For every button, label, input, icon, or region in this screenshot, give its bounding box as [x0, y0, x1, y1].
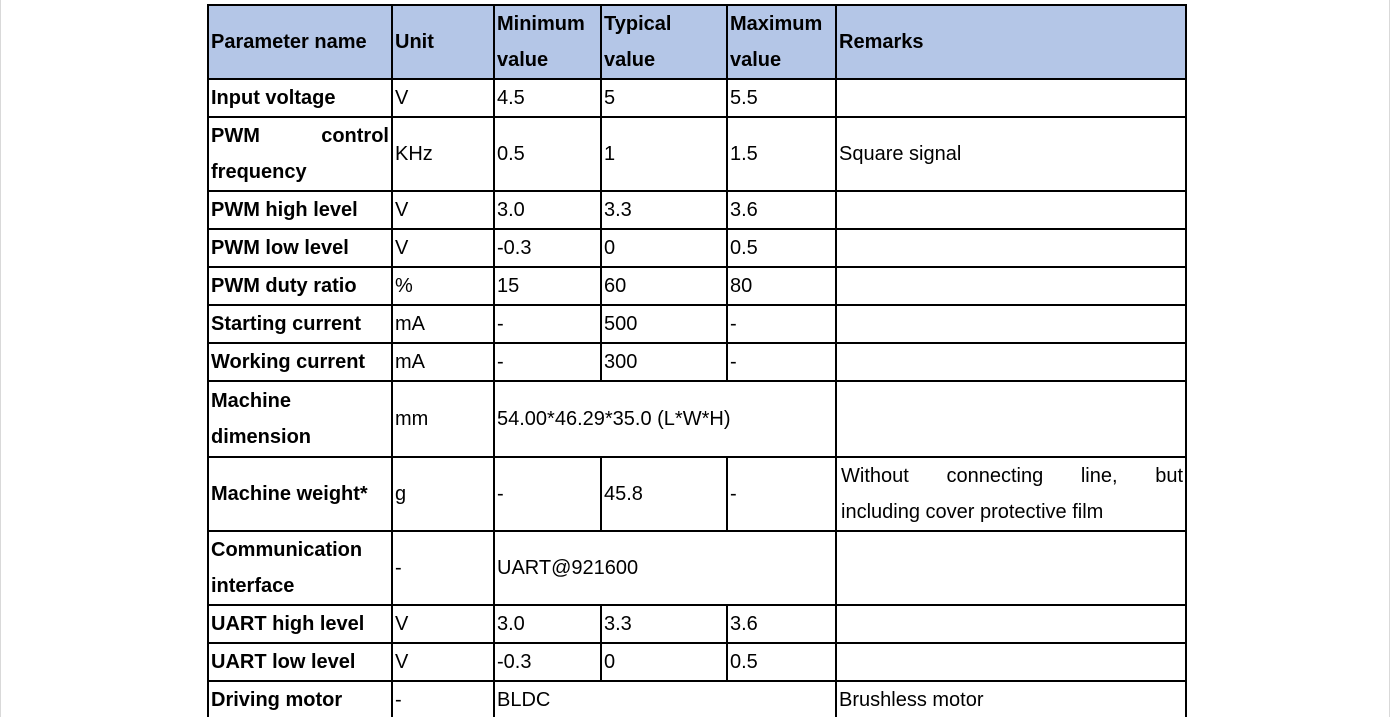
unit-cell: mA — [392, 343, 494, 381]
remarks-cell: Square signal — [836, 117, 1186, 191]
parameter-name-cell: UART low level — [208, 643, 392, 681]
minimum-cell: -0.3 — [494, 643, 601, 681]
unit-cell: V — [392, 643, 494, 681]
table-row-driving-motor — [208, 681, 1186, 717]
remarks-line-2: including cover protective film — [841, 501, 1104, 523]
typical-cell: 0 — [601, 229, 727, 267]
maximum-cell: 0.5 — [727, 643, 836, 681]
unit-cell: V — [392, 229, 494, 267]
typical-cell: 3.3 — [601, 191, 727, 229]
table-row-input-voltage — [208, 79, 1186, 117]
maximum-cell: 80 — [727, 267, 836, 305]
table-row-machine-weight — [208, 457, 1186, 531]
unit-cell: - — [392, 681, 494, 717]
maximum-cell: 0.5 — [727, 229, 836, 267]
unit-cell: mm — [392, 381, 494, 457]
parameter-name-cell: Working current — [208, 343, 392, 381]
remarks-cell — [836, 305, 1186, 343]
remarks-cell: Brushless motor — [836, 681, 1186, 717]
table-row-machine-dimension — [208, 381, 1186, 457]
maximum-cell: - — [727, 343, 836, 381]
unit-cell: KHz — [392, 117, 494, 191]
maximum-cell: 1.5 — [727, 117, 836, 191]
minimum-cell: 3.0 — [494, 191, 601, 229]
value-cell-merged: UART@921600 — [494, 531, 836, 605]
table-header-row — [208, 5, 1186, 79]
minimum-cell: - — [494, 305, 601, 343]
unit-cell: g — [392, 457, 494, 531]
header-remarks: Remarks — [836, 5, 1186, 79]
parameter-table — [207, 4, 1187, 717]
remarks-cell — [836, 191, 1186, 229]
remarks-cell — [836, 381, 1186, 457]
table-row-starting-current — [208, 305, 1186, 343]
remarks-cell — [836, 343, 1186, 381]
maximum-cell: 3.6 — [727, 191, 836, 229]
parameter-name-cell: PWM high level — [208, 191, 392, 229]
unit-cell: - — [392, 531, 494, 605]
parameter-name-line-1: PWM control — [211, 125, 389, 147]
header-maximum-value: Maximum value — [727, 5, 836, 79]
remarks-cell — [836, 229, 1186, 267]
typical-cell: 0 — [601, 643, 727, 681]
remarks-cell — [836, 531, 1186, 605]
minimum-cell: - — [494, 457, 601, 531]
value-cell-merged: 54.00*46.29*35.0 (L*W*H) — [494, 381, 836, 457]
typical-cell: 1 — [601, 117, 727, 191]
remarks-cell — [836, 79, 1186, 117]
table-row-uart-high-level — [208, 605, 1186, 643]
parameter-name-cell: Driving motor — [208, 681, 392, 717]
header-minimum-value: Minimum value — [494, 5, 601, 79]
table-row-pwm-duty-ratio — [208, 267, 1186, 305]
maximum-cell: - — [727, 305, 836, 343]
minimum-cell: - — [494, 343, 601, 381]
typical-cell: 500 — [601, 305, 727, 343]
header-typical-value: Typical value — [601, 5, 727, 79]
typical-cell: 300 — [601, 343, 727, 381]
parameter-name-cell: Input voltage — [208, 79, 392, 117]
typical-cell: 45.8 — [601, 457, 727, 531]
parameter-name-cell: Machine weight* — [208, 457, 392, 531]
parameter-name-cell: PWM duty ratio — [208, 267, 392, 305]
parameter-name-cell: Communication interface — [208, 531, 392, 605]
typical-cell: 3.3 — [601, 605, 727, 643]
parameter-name-line-2: frequency — [211, 161, 307, 183]
unit-cell: mA — [392, 305, 494, 343]
table-row-working-current — [208, 343, 1186, 381]
remarks-cell — [836, 605, 1186, 643]
minimum-cell: -0.3 — [494, 229, 601, 267]
table-row-uart-low-level — [208, 643, 1186, 681]
unit-cell: V — [392, 191, 494, 229]
value-cell-merged: BLDC — [494, 681, 836, 717]
header-unit: Unit — [392, 5, 494, 79]
parameter-name-cell — [208, 117, 392, 191]
parameter-name-cell: Machine dimension — [208, 381, 392, 457]
typical-cell: 60 — [601, 267, 727, 305]
parameter-name-cell: PWM low level — [208, 229, 392, 267]
table-row-pwm-control-frequency — [208, 117, 1186, 191]
maximum-cell: 5.5 — [727, 79, 836, 117]
maximum-cell: 3.6 — [727, 605, 836, 643]
typical-cell: 5 — [601, 79, 727, 117]
minimum-cell: 4.5 — [494, 79, 601, 117]
remarks-cell — [836, 457, 1186, 531]
minimum-cell: 3.0 — [494, 605, 601, 643]
minimum-cell: 0.5 — [494, 117, 601, 191]
parameter-name-cell: UART high level — [208, 605, 392, 643]
header-parameter-name: Parameter name — [208, 5, 392, 79]
minimum-cell: 15 — [494, 267, 601, 305]
remarks-cell — [836, 643, 1186, 681]
page-edge-left — [0, 0, 1, 717]
remarks-line-1: Without connecting line, but — [841, 465, 1183, 487]
table-row-pwm-high-level — [208, 191, 1186, 229]
maximum-cell: - — [727, 457, 836, 531]
unit-cell: V — [392, 605, 494, 643]
unit-cell: V — [392, 79, 494, 117]
unit-cell: % — [392, 267, 494, 305]
remarks-cell — [836, 267, 1186, 305]
table-row-pwm-low-level — [208, 229, 1186, 267]
parameter-name-cell: Starting current — [208, 305, 392, 343]
table-row-communication-interface — [208, 531, 1186, 605]
